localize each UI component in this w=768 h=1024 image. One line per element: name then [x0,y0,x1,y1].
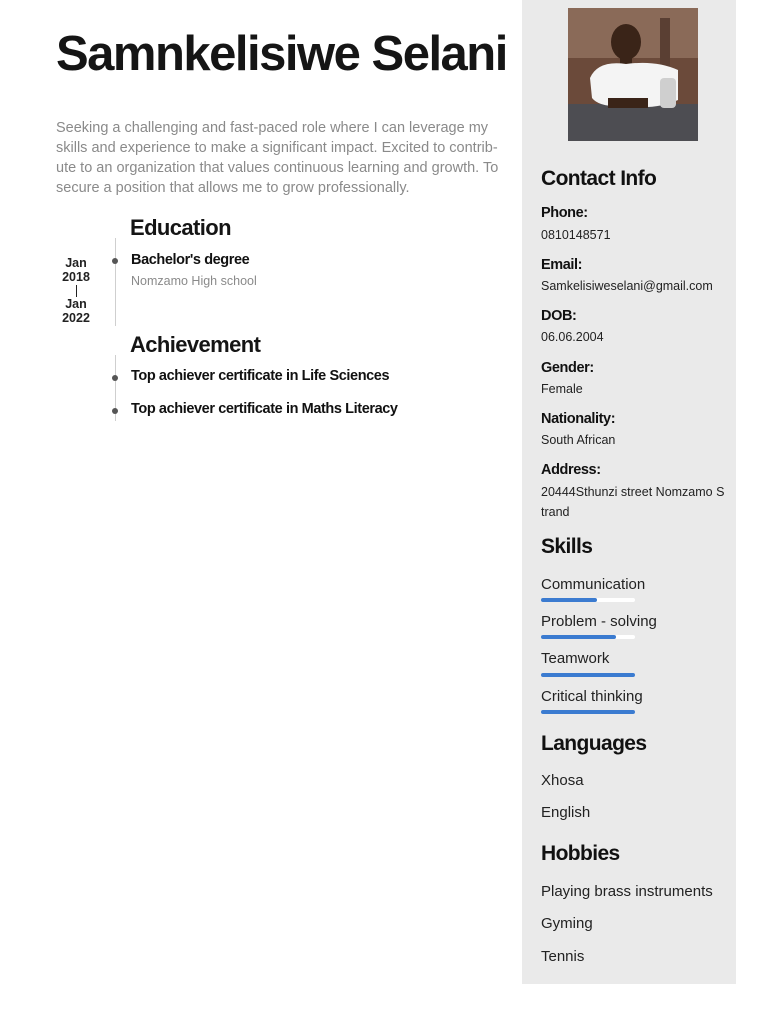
skill-bar [541,598,635,602]
profile-photo [568,8,698,141]
education-start-year: 2018 [62,269,90,284]
date-separator [76,285,77,297]
skill-bar [541,673,635,677]
education-degree: Bachelor's degree [131,252,250,268]
phone-value: 0810148571 [541,228,611,242]
education-timeline-dot [112,258,118,264]
nationality-label: Nationality: [541,411,616,427]
skill-bar [541,635,635,639]
phone-label: Phone: [541,205,588,221]
dob-label: DOB: [541,308,577,324]
summary-text: Seeking a challenging and fast-paced role where I can leverage my skills and experience to make a significant impact. Excited to contrib-ute to an organization that values continuous learning and growth. To secure a position that allows me to grow professionally. [56,120,499,196]
language-item: Xhosa [541,772,584,789]
gender-label: Gender: [541,360,594,376]
language-item: English [541,804,591,821]
achievement-dot-1 [112,375,118,381]
skill-bar-fill [541,710,635,714]
education-date-range [56,257,96,325]
email-value: Samkelisiweselani@gmail.com [541,279,713,293]
hobbies-title: Hobbies [541,842,620,865]
achievement-title: Achievement [130,332,261,357]
skill-bar-fill [541,635,616,639]
address-label: Address: [541,462,601,478]
education-timeline-line [115,238,116,326]
skill-bar-fill [541,598,597,602]
hobby-item: Playing brass instruments [541,883,713,900]
skills-title: Skills [541,535,593,558]
hobby-item: Tennis [541,948,585,965]
hobby-item: Gyming [541,915,593,932]
skill-name: Teamwork [541,650,610,667]
achievement-dot-2 [112,408,118,414]
address-value: 20444Sthunzi street Nomzamo Strand [541,485,725,519]
languages-title: Languages [541,732,647,755]
achievement-item: Top achiever certificate in Maths Literacy [131,401,398,417]
skill-bar-fill [541,673,635,677]
dob-value: 06.06.2004 [541,330,604,344]
skill-name: Critical thinking [541,688,643,705]
gender-value: Female [541,382,583,396]
contact-title: Contact Info [541,167,657,190]
achievement-item: Top achiever certificate in Life Sciences [131,368,390,384]
email-label: Email: [541,257,583,273]
skill-name: Problem - solving [541,613,657,630]
skill-name: Communication [541,576,646,593]
education-title: Education [130,215,231,240]
resume-name: Samnkelisiwe Selani [56,27,507,81]
education-end-year: 2022 [62,310,90,325]
education-school: Nomzamo High school [131,274,257,288]
nationality-value: South African [541,433,616,447]
education-start-month: Jan [65,256,87,270]
education-end-month: Jan [65,297,87,311]
skill-bar [541,710,635,714]
